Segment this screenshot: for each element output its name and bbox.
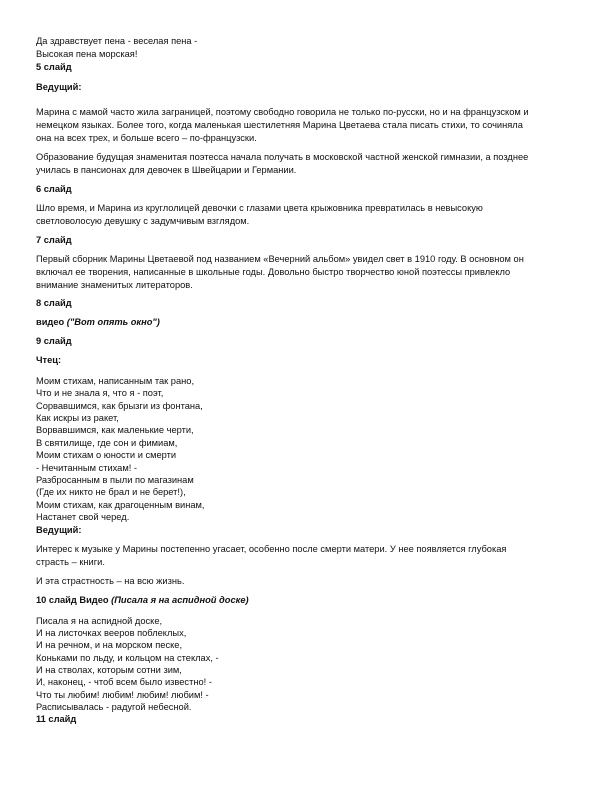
line-text: светловолосую девушку с задумчивым взглядом. bbox=[36, 216, 250, 226]
poem-line bbox=[36, 375, 194, 387]
line-text: 5 слайд bbox=[36, 62, 72, 72]
slide-heading bbox=[36, 316, 160, 328]
paragraph-line bbox=[36, 106, 529, 118]
paragraph-line bbox=[36, 132, 257, 144]
line-text: И, наконец, - чтоб всем было известно! - bbox=[36, 677, 212, 687]
line-text: она на всех трех, и больше всего – по-французски. bbox=[36, 133, 257, 143]
paragraph-line bbox=[36, 266, 510, 278]
paragraph-line bbox=[36, 119, 523, 131]
line-text: видео bbox=[36, 317, 67, 327]
poem-line bbox=[36, 676, 212, 688]
poem-line bbox=[36, 652, 219, 664]
line-text: 6 слайд bbox=[36, 184, 72, 194]
line-text: 7 слайд bbox=[36, 235, 72, 245]
slide-heading bbox=[36, 234, 72, 246]
line-text: В святилище, где сон и фимиам, bbox=[36, 438, 178, 448]
paragraph-line bbox=[36, 253, 524, 265]
speaker-label bbox=[36, 354, 61, 366]
video-title: (Писала я на аспидной доске) bbox=[111, 595, 249, 605]
speaker-label bbox=[36, 81, 81, 93]
poem-line bbox=[36, 486, 186, 498]
speaker-label bbox=[36, 524, 81, 536]
paragraph-line bbox=[36, 279, 193, 291]
paragraph-line bbox=[36, 151, 528, 163]
line-text: включал ее творения, написанные в школьные годы. Довольно быстро творчество юной поэтессы привлекло bbox=[36, 267, 511, 277]
poem-line bbox=[36, 639, 182, 651]
line-text: Интерес к музыке у Марины постепенно угасает, особенно после смерти матери. У нее появляется глубокая bbox=[36, 544, 507, 554]
slide-heading bbox=[36, 183, 72, 195]
line-text: Высокая пена морская! bbox=[36, 49, 138, 59]
line-text: внимание знаменитых литераторов. bbox=[36, 280, 193, 290]
line-text: Ведущий: bbox=[36, 525, 82, 535]
line-text: Марина с мамой часто жила заграницей, поэтому свободно говорила не только по-русски, но и на французском и bbox=[36, 107, 529, 117]
poem-line bbox=[36, 499, 205, 511]
poem-line bbox=[36, 511, 129, 523]
line-text: Моим стихам, как драгоценным винам, bbox=[36, 500, 205, 510]
poem-line bbox=[36, 701, 192, 713]
paragraph-line bbox=[36, 202, 483, 214]
line-text: И на листочках вееров поблеклых, bbox=[36, 628, 187, 638]
line-text: Писала я на аспидной доске, bbox=[36, 616, 163, 626]
paragraph-line bbox=[36, 215, 249, 227]
line-text: Образование будущая знаменитая поэтесса начала получать в московской частной женской гимназии, а позднее bbox=[36, 152, 529, 162]
line-text: Что и не знала я, что я - поэт, bbox=[36, 388, 164, 398]
line-text: Как искры из ракет, bbox=[36, 413, 119, 423]
poem-line bbox=[36, 615, 162, 627]
poem-line bbox=[36, 627, 186, 639]
line-text: Что ты любим! любим! любим! любим! - bbox=[36, 690, 209, 700]
line-text: Шло время, и Марина из круглолицей девочки с глазами цвета крыжовника превратилась в невысокую bbox=[36, 203, 483, 213]
line-text: Сорвавшимся, как брызги из фонтана, bbox=[36, 401, 203, 411]
poem-line bbox=[36, 449, 176, 461]
poem-line bbox=[36, 400, 203, 412]
line-text: И эта страстность – на всю жизнь. bbox=[36, 576, 185, 586]
poem-line bbox=[36, 387, 163, 399]
video-title: ("Вот опять окно") bbox=[66, 317, 160, 327]
poem-line bbox=[36, 437, 177, 449]
poem-line bbox=[36, 48, 137, 60]
line-text: Коньками по льду, и кольцом на стеклах, - bbox=[36, 653, 219, 663]
slide-heading bbox=[36, 297, 72, 309]
line-text: И на речном, и на морском песке, bbox=[36, 640, 183, 650]
slide-heading bbox=[36, 594, 249, 606]
line-text: Расписывалась - радугой небесной. bbox=[36, 702, 192, 712]
line-text: Первый сборник Марины Цветаевой под названием «Вечерний альбом» увидел свет в 1910 году. В основном он bbox=[36, 254, 524, 264]
poem-line bbox=[36, 35, 197, 47]
paragraph-line bbox=[36, 556, 105, 568]
slide-heading bbox=[36, 713, 76, 725]
line-text: Ворвавшимся, как маленькие черти, bbox=[36, 425, 194, 435]
line-text: немецком языках. Более того, когда маленькая шестилетняя Марина Цветаева стала писать стихи, то сочиняла bbox=[36, 120, 523, 130]
line-text: 8 слайд bbox=[36, 298, 72, 308]
poem-line bbox=[36, 474, 194, 486]
line-text: Моим стихам, написанным так рано, bbox=[36, 376, 195, 386]
poem-line bbox=[36, 462, 137, 474]
line-text: Настанет свой черед. bbox=[36, 512, 130, 522]
line-text: Разбросанным в пыли по магазинам bbox=[36, 475, 194, 485]
line-text: - Нечитанным стихам! - bbox=[36, 463, 138, 473]
poem-line bbox=[36, 689, 209, 701]
paragraph-line bbox=[36, 575, 184, 587]
poem-line bbox=[36, 412, 119, 424]
slide-heading bbox=[36, 61, 72, 73]
line-text: Да здравствует пена - веселая пена - bbox=[36, 36, 198, 46]
line-text: училась в пансионах для девочек в Швейцарии и Германии. bbox=[36, 165, 297, 175]
line-text: страсть – книги. bbox=[36, 557, 105, 567]
line-text: И на стволах, которым сотни зим, bbox=[36, 665, 182, 675]
poem-line bbox=[36, 664, 182, 676]
paragraph-line bbox=[36, 543, 506, 555]
line-text: 9 слайд bbox=[36, 336, 72, 346]
poem-line bbox=[36, 424, 194, 436]
line-text: 11 слайд bbox=[36, 714, 77, 724]
line-text: Моим стихам о юности и смерти bbox=[36, 450, 177, 460]
line-text: Чтец: bbox=[36, 355, 62, 365]
line-text: 10 слайд Видео bbox=[36, 595, 112, 605]
slide-heading bbox=[36, 335, 72, 347]
paragraph-line bbox=[36, 164, 296, 176]
line-text: (Где их никто не брал и не берет!), bbox=[36, 487, 186, 497]
line-text: Ведущий: bbox=[36, 82, 82, 92]
